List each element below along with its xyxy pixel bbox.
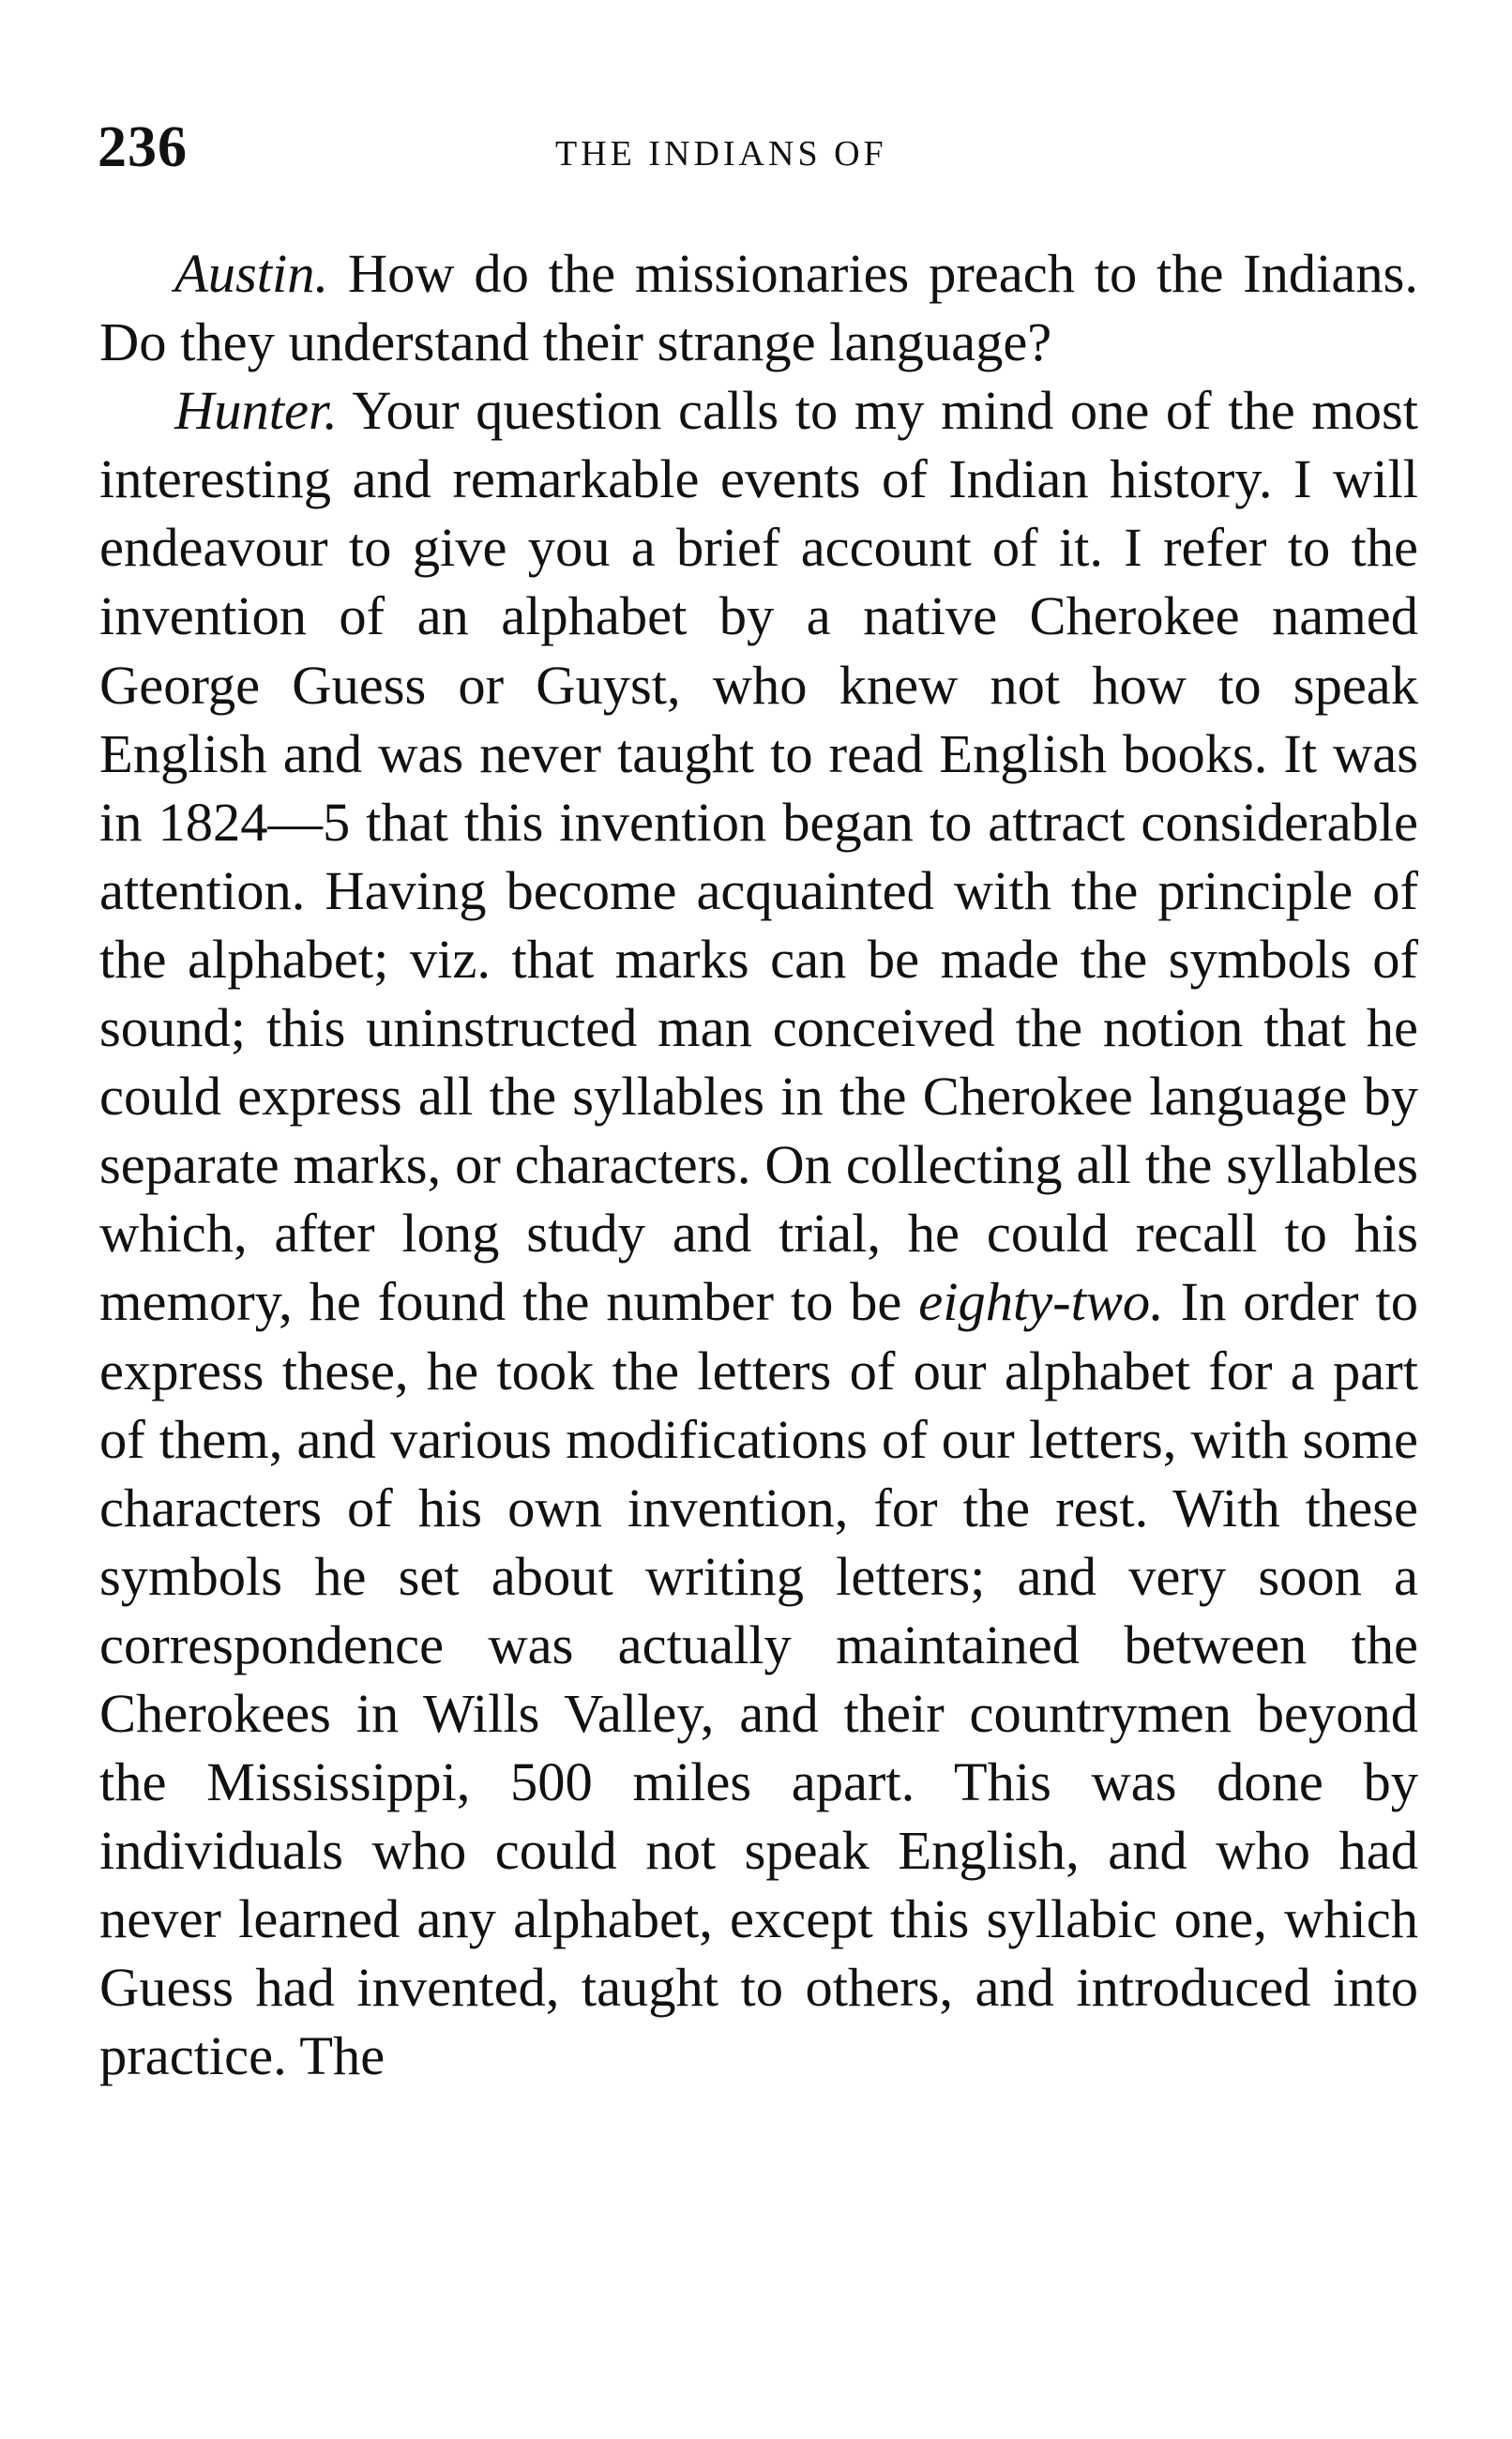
emphasized-text: eighty-two. bbox=[918, 1271, 1164, 1333]
speaker-name: Hunter. bbox=[174, 380, 338, 442]
paragraph-austin bbox=[99, 239, 1418, 376]
page-number: 236 bbox=[98, 115, 188, 179]
running-title: THE INDIANS OF bbox=[555, 134, 887, 174]
speaker-name: Austin. bbox=[174, 243, 329, 304]
body-text bbox=[99, 239, 1418, 2091]
paragraph-text: How do the missionaries preach to the Indians. Do they understand their strange language? bbox=[99, 243, 1418, 373]
paragraph-hunter bbox=[99, 376, 1418, 2090]
paragraph-text: Your question calls to my mind one of the most interesting and remarkable events of Indian history. I will endeavour to give you a brief account of it. I refer to the invention of an alphabet by a native Cherokee named George Guess or Guyst, who knew not how to speak English and was never taught to read English books. It was in 1824—5 that this invention began to attract considerable attention. Having become acquainted with the principle of the alphabet; viz. that marks can be made the symbols of sound; this uninstructed man conceived the notion that he could express all the syllables in the Cherokee language by separate marks, or characters. On collecting all the syllables which, after long study and trial, he could recall to his memory, he found the number to be bbox=[99, 380, 1418, 1333]
paragraph-text-continued: In order to express these, he took the letters of our alphabet for a part of them, and various modifications of our letters, with some characters of his own invention, for the rest. With these symbols he set about writing letters; and very soon a correspondence was actually maintained between the Cherokees in Wills Valley, and their countrymen beyond the Mississippi, 500 miles apart. This was done by individuals who could not speak English, and who had never learned any alphabet, except this syllabic one, which Guess had invented, taught to others, and introduced into practice. The bbox=[99, 1271, 1418, 2087]
running-head bbox=[98, 114, 1420, 180]
